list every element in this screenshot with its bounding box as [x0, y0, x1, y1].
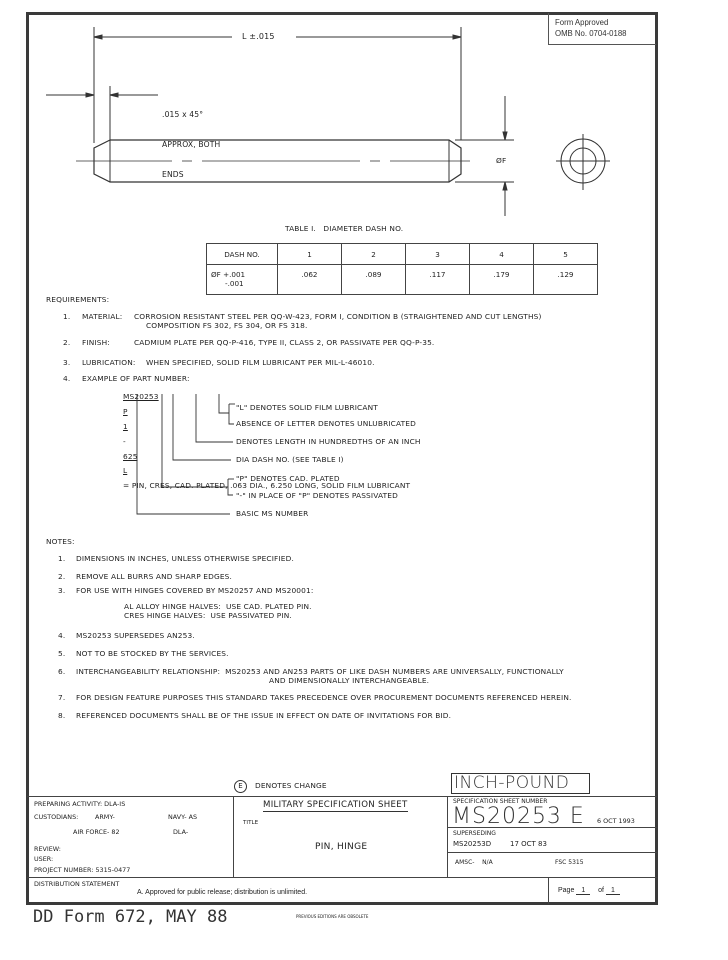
page-divider [548, 877, 549, 904]
note-7-text: FOR DESIGN FEATURE PURPOSES THIS STANDARD TAKES PRECEDENCE OVER PROCUREMENT DOCUMENTS REFERENCED HEREIN. [76, 693, 572, 702]
table-cell: .062 [278, 265, 342, 295]
custodian-dla: DLA- [173, 828, 189, 836]
title-block-top-border [27, 796, 657, 797]
req-4-label: EXAMPLE OF PART NUMBER: [82, 374, 190, 383]
custodian-navy: NAVY- AS [168, 813, 198, 821]
page-of-label: of [598, 887, 604, 894]
superseded-date: 17 OCT 83 [510, 840, 547, 848]
note-6-text-2: AND DIMENSIONALLY INTERCHANGEABLE. [269, 676, 430, 685]
note-3-sub-2: CRES HINGE HALVES: USE PASSIVATED PIN. [124, 611, 292, 620]
note-7-num: 7. [58, 693, 66, 702]
req-3-text: WHEN SPECIFIED, SOLID FILM LUBRICANT PER MIL-L-46010. [146, 358, 375, 367]
amsc: AMSC- N/A [455, 859, 493, 866]
callout-dash: DIA DASH NO. (SEE TABLE I) [236, 455, 344, 464]
callout-p: "P" DENOTES CAD. PLATED [236, 474, 340, 483]
req-1-text: CORROSION RESISTANT STEEL PER QQ-W-423, FORM I, CONDITION B (STRAIGHTENED AND CUT LENGTHS) [134, 312, 542, 321]
table-header-cell: 1 [278, 244, 342, 265]
review-label: REVIEW: [34, 845, 61, 853]
note-6-num: 6. [58, 667, 66, 676]
pn-finish: P [123, 407, 128, 417]
fsc: FSC 5315 [555, 859, 584, 866]
callout-passivated: "-" IN PLACE OF "P" DENOTES PASSIVATED [236, 491, 398, 500]
note-2-num: 2. [58, 572, 66, 581]
note-8-num: 8. [58, 711, 66, 720]
table-cell: .089 [342, 265, 406, 295]
change-legend-text: DENOTES CHANGE [255, 781, 327, 790]
title-label: TITLE [243, 820, 259, 826]
obsolete-note: PREVIOUS EDITIONS ARE OBSOLETE [296, 914, 369, 919]
note-4-num: 4. [58, 631, 66, 640]
omb-number: OMB No. 0704-0188 [555, 29, 627, 38]
table-header-cell: 3 [406, 244, 470, 265]
form-approved-text: Form Approved [555, 18, 609, 27]
custodian-army: ARMY- [95, 813, 115, 821]
pn-basic: MS20253 [123, 392, 159, 402]
table-cell: .117 [406, 265, 470, 295]
tolerance-minus: -.001 [225, 279, 244, 288]
note-5-num: 5. [58, 649, 66, 658]
chamfer-note-line: APPROX, BOTH [162, 140, 221, 149]
spec-number-label: SPECIFICATION SHEET NUMBER [453, 798, 548, 805]
note-3-sub-1: AL ALLOY HINGE HALVES: USE CAD. PLATED PIN. [124, 602, 312, 611]
note-1-text: DIMENSIONS IN INCHES, UNLESS OTHERWISE SPECIFIED. [76, 554, 294, 563]
table-cell: .179 [470, 265, 534, 295]
note-6-text: INTERCHANGEABILITY RELATIONSHIP: MS20253 AND AN253 PARTS OF LIKE DASH NUMBERS ARE UNIVERSALLY, FUNCTIONALLY [76, 667, 564, 676]
req-4-num: 4. [63, 374, 71, 383]
req-1-label: MATERIAL: [82, 312, 123, 321]
distribution-label: DISTRIBUTION STATEMENT [34, 880, 120, 888]
user-label: USER: [34, 855, 54, 863]
callout-no-letter: ABSENCE OF LETTER DENOTES UNLUBRICATED [236, 419, 416, 428]
page-indicator [558, 887, 620, 895]
table-header-cell: DASH NO. [207, 244, 278, 265]
preparing-activity: PREPARING ACTIVITY: DLA-IS [34, 800, 126, 808]
table-title: TABLE I. DIAMETER DASH NO. [285, 224, 404, 233]
table-header-cell: 5 [534, 244, 598, 265]
inch-pound-label: INCH-POUND [451, 773, 590, 794]
project-number: PROJECT NUMBER: 5315-0477 [34, 866, 131, 874]
req-1-text-2: COMPOSITION FS 302, FS 304, OR FS 318. [146, 321, 308, 330]
document-title: PIN, HINGE [315, 842, 368, 852]
distribution-divider [27, 877, 657, 878]
distribution-text: A. Approved for public release; distribution is unlimited. [137, 889, 308, 896]
custodians-label: CUSTODIANS: [34, 813, 79, 821]
note-4-text: MS20253 SUPERSEDES AN253. [76, 631, 195, 640]
pn-description: = PIN, CRES, CAD. PLATED, .063 DIA., 6.250 LONG, SOLID FILM LUBRICANT [123, 481, 411, 491]
tolerance-plus: ØF +.001 [211, 270, 246, 279]
spec-number: MS20253 E [452, 804, 585, 829]
spec-date: 6 OCT 1993 [597, 817, 635, 825]
req-2-text: CADMIUM PLATE PER QQ-P-416, TYPE II, CLASS 2, OR PASSIVATE PER QQ-P-35. [134, 338, 435, 347]
page-current: 1 [576, 887, 590, 895]
form-identifier: DD Form 672, MAY 88 [33, 907, 228, 927]
superseding-label: SUPERSEDING [453, 830, 496, 837]
req-3-label: LUBRICATION: [82, 358, 136, 367]
table-header-cell: 2 [342, 244, 406, 265]
sheet-type: MILITARY SPECIFICATION SHEET [263, 800, 408, 810]
pn-length: 625 [123, 451, 138, 461]
note-2-text: REMOVE ALL BURRS AND SHARP EDGES. [76, 572, 232, 581]
pn-dash: 1 [123, 422, 128, 432]
notes-heading: NOTES: [46, 537, 75, 546]
page-label: Page [558, 887, 575, 894]
note-8-text: REFERENCED DOCUMENTS SHALL BE OF THE ISSUE IN EFFECT ON DATE OF INVITATIONS FOR BID. [76, 711, 452, 720]
table-header-cell: 4 [470, 244, 534, 265]
pn-sep: - [123, 436, 126, 446]
requirements-heading: REQUIREMENTS: [46, 295, 110, 304]
pn-lube: L [123, 466, 128, 476]
title-block-divider-2 [447, 796, 448, 877]
title-block-divider-1 [233, 796, 234, 877]
note-3-text: FOR USE WITH HINGES COVERED BY MS20257 AND MS20001: [76, 586, 314, 595]
callout-length: DENOTES LENGTH IN HUNDREDTHS OF AN INCH [236, 437, 421, 446]
superseded-number: MS20253D [453, 840, 492, 848]
req-1-num: 1. [63, 312, 71, 321]
length-dimension-label: L ±.015 [242, 32, 275, 41]
custodian-air-force: AIR FORCE- 82 [73, 828, 120, 836]
note-1-num: 1. [58, 554, 66, 563]
superseding-divider [447, 852, 657, 853]
callout-basic: BASIC MS NUMBER [236, 509, 309, 518]
note-3-num: 3. [58, 586, 66, 595]
table-cell: .129 [534, 265, 598, 295]
diameter-label: ØF [496, 156, 507, 165]
note-5-text: NOT TO BE STOCKED BY THE SERVICES. [76, 649, 229, 658]
change-symbol-icon: E [234, 780, 247, 793]
chamfer-note-line: .015 x 45° [162, 110, 204, 119]
req-2-label: FINISH: [82, 338, 110, 347]
page-total: 1 [606, 887, 620, 895]
req-3-num: 3. [63, 358, 71, 367]
chamfer-note-line: ENDS [162, 170, 184, 179]
callout-l: "L" DENOTES SOLID FILM LUBRICANT [236, 403, 378, 412]
req-2-num: 2. [63, 338, 71, 347]
